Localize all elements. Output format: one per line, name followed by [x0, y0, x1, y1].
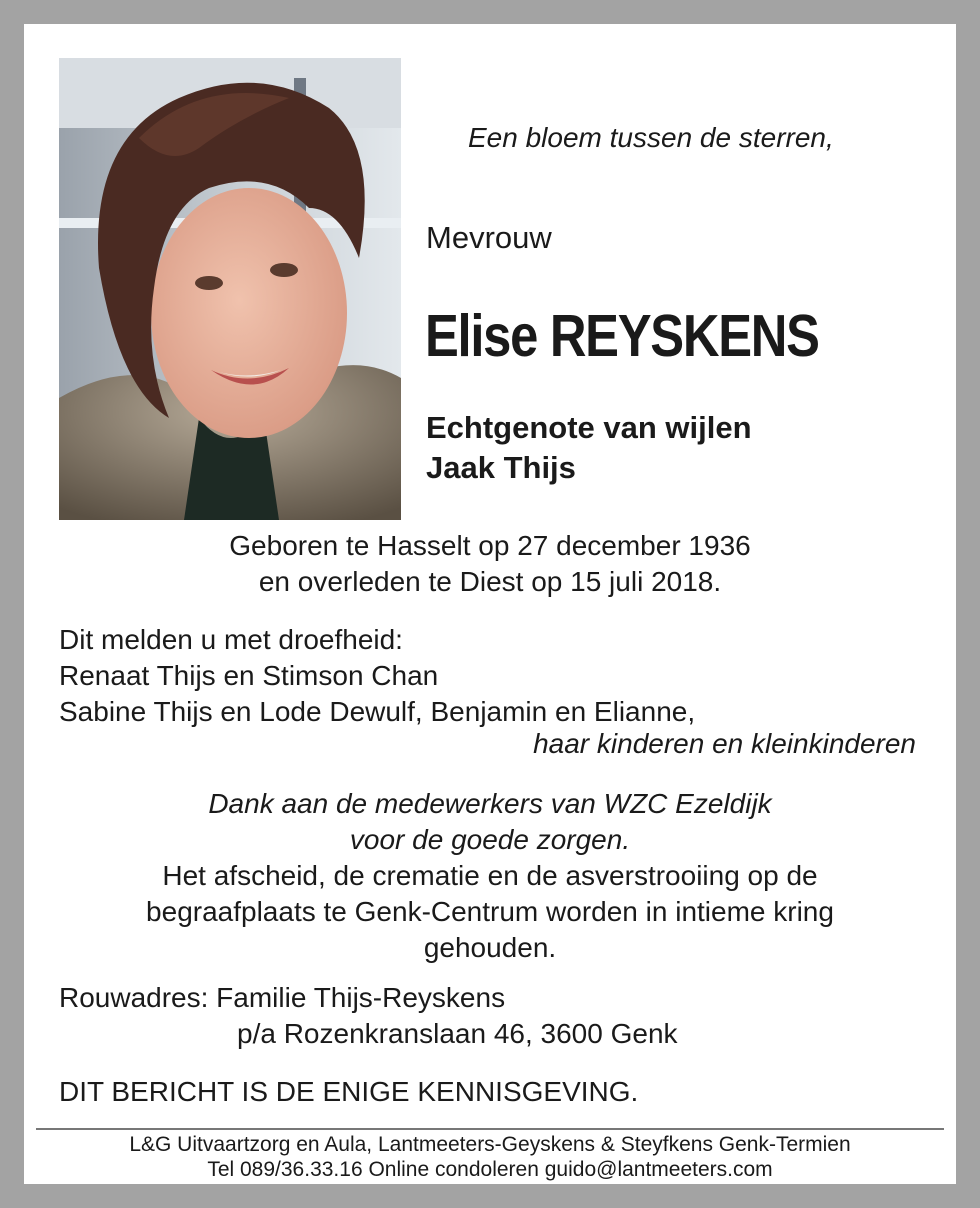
- footer-line-1: L&G Uitvaartzorg en Aula, Lantmeeters-Geyskens & Steyfkens Genk-Termien: [129, 1133, 851, 1156]
- salutation: Mevrouw: [426, 220, 552, 255]
- thanks-line: voor de goede zorgen.: [349, 824, 631, 855]
- deceased-name: Elise REYSKENS: [425, 303, 819, 369]
- life-dates: [24, 528, 956, 600]
- ceremony-line: gehouden.: [423, 932, 557, 963]
- ceremony-info: [24, 858, 956, 966]
- motto: Een bloem tussen de sterren,: [468, 122, 834, 153]
- announcement: [59, 622, 695, 730]
- announcement-intro: Dit melden u met droefheid:: [59, 624, 403, 655]
- ceremony-line: begraafplaats te Genk-Centrum worden in intieme kring: [146, 896, 834, 927]
- rouwadres-line-1: Rouwadres: Familie Thijs-Reyskens: [59, 982, 506, 1013]
- obituary-card: [24, 24, 956, 1184]
- spouse-info: [426, 408, 752, 488]
- family-line: Sabine Thijs en Lode Dewulf, Benjamin en Elianne,: [59, 696, 696, 727]
- spouse-line-2: Jaak Thijs: [426, 450, 576, 485]
- notice: DIT BERICHT IS DE ENIGE KENNISGEVING.: [59, 1076, 639, 1107]
- footer-line-2: Tel 089/36.33.16 Online condoleren guido@lantmeeters.com: [207, 1158, 773, 1181]
- death-line: en overleden te Diest op 15 juli 2018.: [258, 566, 722, 597]
- portrait-photo: [59, 58, 401, 520]
- rouwadres-line-2: p/a Rozenkranslaan 46, 3600 Genk: [237, 1018, 678, 1049]
- family-line: Renaat Thijs en Stimson Chan: [59, 660, 439, 691]
- footer-divider: [36, 1128, 944, 1130]
- thanks-note: [24, 786, 956, 858]
- spouse-line-1: Echtgenote van wijlen: [426, 410, 752, 445]
- family-relation: haar kinderen en kleinkinderen: [533, 728, 916, 759]
- ceremony-line: Het afscheid, de crematie en de asverstrooiing op de: [162, 860, 818, 891]
- birth-line: Geboren te Hasselt op 27 december 1936: [229, 530, 751, 561]
- thanks-line: Dank aan de medewerkers van WZC Ezeldijk: [208, 788, 772, 819]
- funeral-home-footer: [24, 1132, 956, 1182]
